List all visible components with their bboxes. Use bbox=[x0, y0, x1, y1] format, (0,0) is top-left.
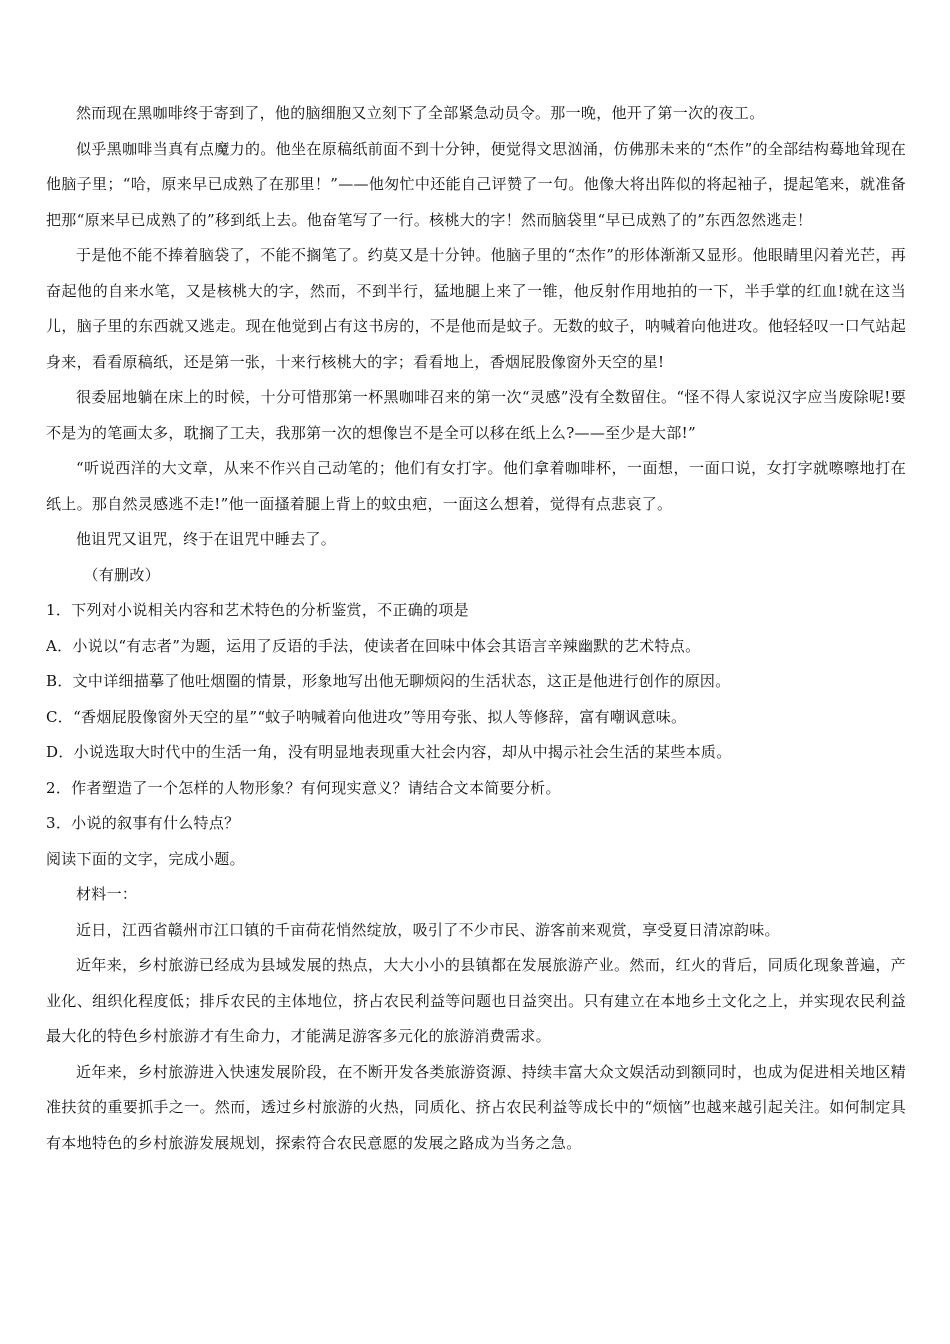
story-paragraph-3: 于是他不能不捧着脑袋了，不能不搁笔了。约莫又是十分钟。他脑子里的“杰作”的形体渐渐又显形。他眼睛里闪着光芒，再奋起他的自来水笔，又是核桃大的字，然而，不到半行，猛地腿上来了一锥，他反射作用地拍的一下，半手掌的红血!就在这当儿，脑子里的东西就又逃走。现在他觉到占有这书房的，不是他而是蚊子。无数的蚊子，呐喊着向他进攻。他轻轻叹一口气站起身来，看看原稿纸，还是第一张，十来行核桃大的字；看看地上，香烟屁股像窗外天空的星! bbox=[46, 246, 906, 371]
story-paragraph-1: 然而现在黑咖啡终于寄到了，他的脑细胞又立刻下了全部紧急动员令。那一晚，他开了第一次的夜工。 bbox=[76, 104, 765, 122]
reading-instruction: 阅读下面的文字，完成小题。 bbox=[46, 849, 245, 868]
option-b: B．文中详细描摹了他吐烟圈的情景，形象地写出他无聊烦闷的生活状态，这正是他进行创作的原因。 bbox=[46, 672, 731, 690]
option-a: A．小说以“有志者”为题，运用了反语的手法，使读者在回味中体会其语言辛辣幽默的艺术特点。 bbox=[46, 636, 701, 655]
document-page bbox=[46, 96, 906, 1161]
story-paragraph-6: 他诅咒又诅咒，终于在诅咒中睡去了。 bbox=[76, 530, 337, 548]
option-c: C．“香烟屁股像窗外天空的星”“蚊子呐喊着向他进攻”等用夸张、拟人等修辞，富有嘲讽意味。 bbox=[46, 707, 687, 726]
story-paragraph-5: “听说西洋的大文章，从来不作兴自己动笔的；他们有女打字。他们拿着咖啡杯，一面想，一面口说，女打字就嚓嚓地打在纸上。那自然灵感逃不走!”他一面搔着腿上背上的蚊虫疤，一面这么想着，觉得有点悲哀了。 bbox=[46, 459, 906, 513]
material-paragraph-2: 近年来，乡村旅游已经成为县域发展的热点，大大小小的县镇都在发展旅游产业。然而，红火的背后，同质化现象普遍，产业化、组织化程度低；排斥农民的主体地位，挤占农民利益等问题也日益突出。只有建立在本地乡土文化之上，并实现农民利益最大化的特色乡村旅游才有生命力，才能满足游客多元化的旅游消费需求。 bbox=[46, 956, 906, 1045]
material-label: 材料一： bbox=[76, 885, 138, 903]
question-1: 1．下列对小说相关内容和艺术特色的分析鉴赏，不正确的项是 bbox=[46, 601, 469, 619]
option-d: D．小说选取大时代中的生活一角，没有明显地表现重大社会内容，却从中揭示社会生活的某些本质。 bbox=[46, 743, 732, 761]
material-paragraph-1: 近日，江西省赣州市江口镇的千亩荷花悄然绽放，吸引了不少市民、游客前来观赏，享受夏日清凉韵味。 bbox=[76, 920, 780, 939]
story-paragraph-4: 很委屈地躺在床上的时候，十分可惜那第一杯黑咖啡召来的第一次“灵感”没有全数留住。“怪不得人家说汉字应当废除呢!要不是为的笔画太多，耽搁了工夫，我那第一次的想像岂不是全可以移在纸上么?——至少是大部!” bbox=[46, 388, 906, 442]
revision-note: （有删改） bbox=[83, 565, 161, 584]
material-paragraph-3: 近年来，乡村旅游进入快速发展阶段，在不断开发各类旅游资源、持续丰富大众文娱活动到额同时，也成为促进相关地区精准扶贫的重要抓手之一。然而，透过乡村旅游的火热，同质化、挤占农民利益等成长中的“烦恼”也越来越引起关注。如何制定具有本地特色的乡村旅游发展规划，探索符合农民意愿的发展之路成为当务之急。 bbox=[46, 1062, 906, 1152]
question-3: 3．小说的叙事有什么特点？ bbox=[46, 814, 240, 832]
story-paragraph-2: 似乎黑咖啡当真有点魔力的。他坐在原稿纸前面不到十分钟，便觉得文思汹涌，仿佛那未来的“杰作”的全部结构蓦地耸现在他脑子里；“哈，原来早已成熟了在那里！”——他匆忙中还能自己评赞了一句。他像大将出阵似的将起袖子，提起笔来，就准备把那“原来早已成熟了的”移到纸上去。他奋笔写了一行。核桃大的字！然而脑袋里“早已成熟了的”东西忽然逃走！ bbox=[46, 139, 906, 229]
question-2: 2．作者塑造了一个怎样的人物形象？有何现实意义？请结合文本简要分析。 bbox=[46, 778, 561, 797]
